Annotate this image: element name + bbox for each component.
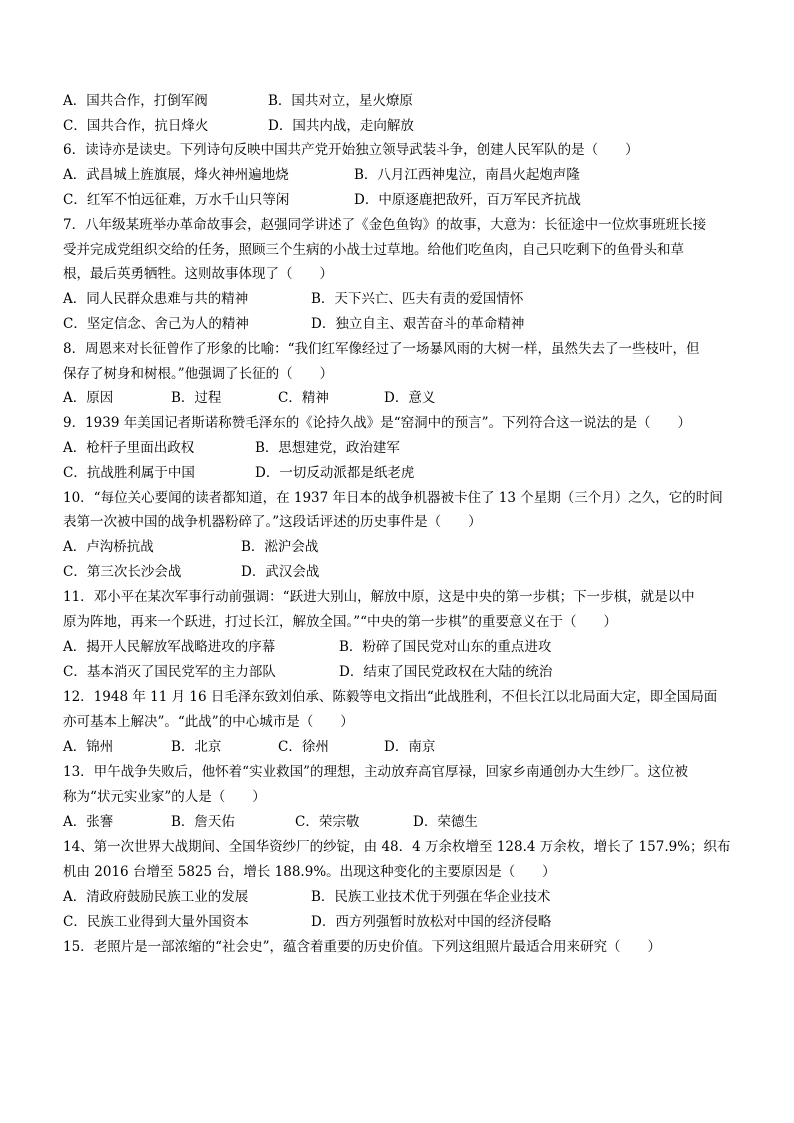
q9-option-d: D．一切反动派都是纸老虎 — [255, 465, 415, 481]
q9-option-c: C．抗战胜利属于中国 — [63, 465, 195, 481]
q5-option-b: B．国共对立，星火燎原 — [268, 93, 413, 109]
q10-option-a: A．卢沟桥抗战 — [63, 539, 154, 555]
q13-option-a: A．张謇 — [63, 814, 114, 830]
q6-option-a: A．武昌城上旌旗展，烽火神州遍地烧 — [63, 167, 289, 183]
q13-option-d: D．荣德生 — [413, 814, 478, 830]
q14-stem-line1: 14、第一次世界大战期间、全国华资纱厂的纱锭，由 48．4 万余枚增至 128.4 万余枚，增长了 157.9%；织布 — [63, 839, 731, 855]
q9-option-b: B．思想建党，政治建军 — [255, 440, 400, 456]
q7-stem-line2: 受并完成党组织交给的任务，照顾三个生病的小战士过草地。给他们吃鱼肉，自己只吃剩下的鱼骨头和草 — [63, 242, 684, 258]
q12-stem-line2: 亦可基本上解决”。“此战”的中心城市是（ ） — [63, 714, 354, 730]
q14-option-a: A．清政府鼓励民族工业的发展 — [63, 889, 249, 905]
q13-stem-line2: 称为“状元实业家”的人是（ ） — [63, 789, 266, 805]
q10-option-c: C．第三次长沙会战 — [63, 564, 182, 580]
q10-stem-line1: 10．“每位关心要闻的读者都知道，在 1937 年日本的战争机器被卡住了 13 个星期（三个月）之久，它的时间 — [63, 490, 723, 506]
q11-stem-line2: 原为阵地，再来一个跃进，打过长江，解放全国。”“中央的第一步棋”的重要意义在于（ ） — [63, 614, 617, 630]
q5-option-c: C．国共合作，抗日烽火 — [63, 118, 209, 134]
q9-stem: 9．1939 年美国记者斯诺称赞毛泽东的《论持久战》是“窑洞中的预言”。下列符合这一说法的是（ ） — [63, 415, 692, 431]
q14-stem-line2: 机由 2016 台增至 5825 台，增长 188.9%。出现这种变化的主要原因是（ ） — [63, 864, 556, 880]
q7-option-a: A．同人民群众患难与共的精神 — [63, 291, 249, 307]
q11-stem-line1: 11．邓小平在某次军事行动前强调：“跃进大别山，解放中原，这是中央的第一步棋；下一步棋，就是以中 — [63, 589, 695, 605]
q12-option-c: C．徐州 — [278, 739, 329, 755]
q13-option-c: C．荣宗敬 — [295, 814, 360, 830]
q13-stem-line1: 13．甲午战争失败后，他怀着“实业救国”的理想，主动放弃高官厚禄，回家乡南通创办大生纱厂。这位被 — [63, 764, 688, 780]
q6-option-d: D．中原逐鹿把敌歼，百万军民齐抗战 — [354, 192, 581, 208]
q15-stem: 15．老照片是一部浓缩的“社会史”，蕴含着重要的历史价值。下列这组照片最适合用来研究（ ） — [63, 939, 661, 955]
q7-option-b: B．天下兴亡、匹夫有责的爱国情怀 — [311, 291, 524, 307]
q11-option-b: B．粉碎了国民党对山东的重点进攻 — [339, 639, 552, 655]
q11-option-d: D．结束了国民党政权在大陆的统治 — [339, 664, 553, 680]
q13-option-b: B．詹天佑 — [171, 814, 235, 830]
q10-option-d: D．武汉会战 — [241, 564, 320, 580]
q8-stem-line2: 保存了树身和树根。”他强调了长征的（ ） — [63, 366, 334, 382]
q6-option-c: C．红军不怕远征难，万水千山只等闲 — [63, 192, 290, 208]
q11-option-a: A．揭开人民解放军战略进攻的序幕 — [63, 639, 276, 655]
q12-option-b: B．北京 — [171, 739, 222, 755]
q8-option-a: A．原因 — [63, 390, 114, 406]
q12-stem-line1: 12．1948 年 11 月 16 日毛泽东致刘伯承、陈毅等电文指出“此战胜利，不但长江以北局面大定，即全国局面 — [63, 689, 718, 705]
q9-option-a: A．枪杆子里面出政权 — [63, 440, 195, 456]
q7-stem-line3: 根，最后英勇牺牲。这则故事体现了（ ） — [63, 266, 333, 282]
q5-option-a: A．国共合作，打倒军阀 — [63, 93, 208, 109]
q8-option-c: C．精神 — [278, 390, 329, 406]
q7-option-d: D．独立自主、艰苦奋斗的革命精神 — [311, 316, 525, 332]
q7-stem-line1: 7．八年级某班举办革命故事会，赵强同学讲述了《金色鱼钩》的故事，大意为：长征途中一位炊事班班长接 — [63, 217, 707, 233]
q8-option-b: B．过程 — [171, 390, 222, 406]
q14-option-d: D．西方列强暂时放松对中国的经济侵略 — [311, 914, 552, 930]
q12-option-a: A．锦州 — [63, 739, 114, 755]
q14-option-b: B．民族工业技术优于列强在华企业技术 — [311, 889, 551, 905]
q10-stem-line2: 表第一次被中国的战争机器粉碎了。”这段话评述的历史事件是（ ） — [63, 514, 482, 530]
q8-stem-line1: 8．周恩来对长征曾作了形象的比喻：“我们红军像经过了一场暴风雨的大树一样，虽然失去了一些枝叶，但 — [63, 341, 700, 357]
q10-option-b: B．淞沪会战 — [241, 539, 319, 555]
q14-option-c: C．民族工业得到大量外国资本 — [63, 914, 249, 930]
q6-option-b: B．八月江西神鬼泣，南昌火起炮声隆 — [354, 167, 580, 183]
q12-option-d: D．南京 — [384, 739, 436, 755]
q7-option-c: C．坚定信念、舍己为人的精神 — [63, 316, 249, 332]
q8-option-d: D．意义 — [384, 390, 436, 406]
q11-option-c: C．基本消灭了国民党军的主力部队 — [63, 664, 276, 680]
q5-option-d: D．国共内战，走向解放 — [268, 118, 414, 134]
q6-stem: 6．读诗亦是读史。下列诗句反映中国共产党开始独立领导武装斗争，创建人民军队的是（ ） — [63, 142, 639, 158]
